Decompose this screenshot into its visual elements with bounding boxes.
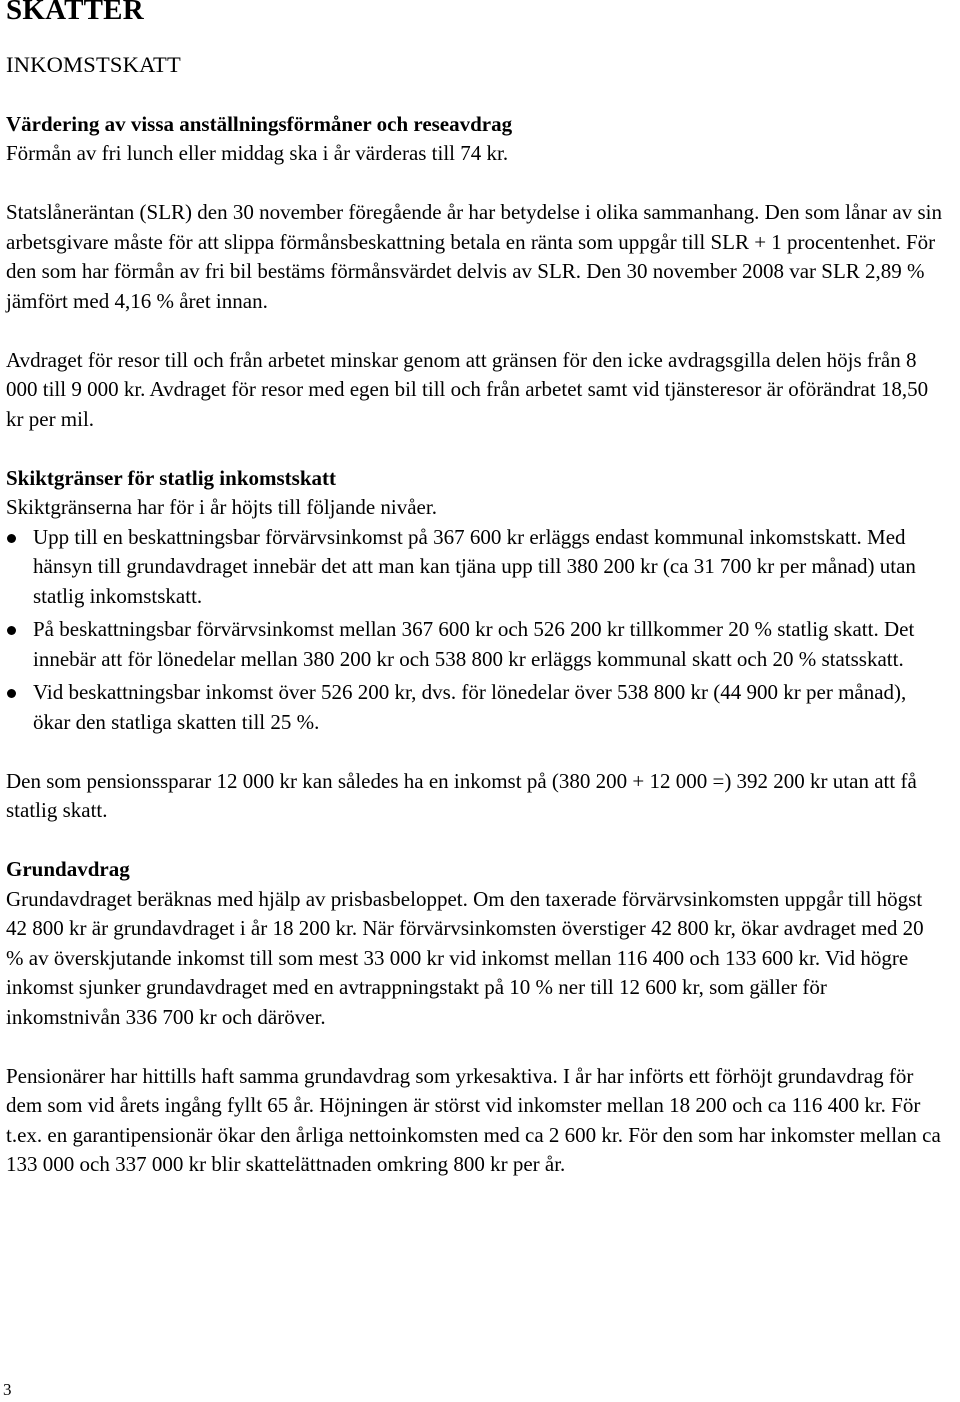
bullet-icon [7, 689, 16, 698]
heading-formaner: Värdering av vissa anställningsförmåner och reseavdrag [6, 111, 513, 136]
paragraph-avdrag-resor: Avdraget för resor till och från arbetet minskar genom att gränsen för den icke avdragsgilla delen höjs från 8 000 till 9 000 kr. Avdraget för resor med egen bil till och från arbetet samt vid tjänsteresor är oförändrat 18,50 kr per mil. [6, 347, 929, 431]
block-skiktgranser [6, 464, 942, 738]
heading-grundavdrag: Grundavdrag [6, 857, 130, 881]
page-content [6, 0, 942, 1180]
bullet-icon [7, 626, 16, 635]
paragraph-skiktgranser-intro: Skiktgränserna har för i år höjts till följande nivåer. [6, 495, 437, 519]
bullet-icon [7, 534, 16, 543]
paragraph-pensionarer: Pensionärer har hittills haft samma grundavdrag som yrkesaktiva. I år har införts ett förhöjt grundavdrag för dem som vid årets ingång fyllt 65 år. Höjningen är störst vid inkomster mellan 18 200 och ca 116 400 kr. För t.ex. en garantipensionär ökar den årliga nettoinkomsten med ca 2 600 kr. För den som har inkomster mellan ca 133 000 och 337 000 kr blir skattelättnaden omkring 800 kr per år. [6, 1063, 941, 1176]
block-formaner [6, 110, 942, 169]
list-item [6, 678, 942, 737]
paragraph-slr: Statslåneräntan (SLR) den 30 november föregående år har betydelse i olika sammanhang. Den som lånar av sin arbetsgivare måste för att slippa förmånsbeskattning betala en ränta som uppgår till SLR + 1 procentenhet. För den som har förmån av fri bil bestäms förmånsvärdet delvis av SLR. Den 30 november 2008 var SLR 2,89 % jämfört med 4,16 % året innan. [6, 200, 942, 313]
list-item-text: Upp till en beskattningsbar förvärvsinkomst på 367 600 kr erläggs endast kommunal inkomstskatt. Med hänsyn till grundavdraget innebär det att man kan tjäna upp till 380 200 kr (ca 31 700 kr per månad) utan statlig inkomstskatt. [33, 524, 916, 608]
paragraph-grundavdrag: Grundavdraget beräknas med hjälp av prisbasbeloppet. Om den taxerade förvärvsinkomsten uppgår till högst 42 800 kr är grundavdraget i år 18 200 kr. När förvärvsinkomsten överstiger 42 800 kr, ökar avdraget med 20 % av överskjutande inkomst till som mest 33 000 kr vid inkomst mellan 116 400 och 133 600 kr. Vid högre inkomst sjunker grundavdraget med en avtrappningstakt på 10 % ner till 12 600 kr, som gäller för inkomstnivån 336 700 kr och däröver. [6, 886, 924, 1029]
skiktgranser-bullet-list [6, 523, 942, 738]
page-title: SKATTER [6, 0, 144, 26]
block-pensionssparare [6, 767, 942, 826]
list-item-text: På beskattningsbar förvärvsinkomst mellan 367 600 kr och 526 200 kr tillkommer 20 % statlig skatt. Det innebär att för lönedelar mellan 380 200 kr och 538 800 kr erläggs kommunal skatt och 20 % statsskatt. [33, 617, 915, 671]
block-slr [6, 198, 942, 316]
page-number: 3 [3, 1380, 12, 1399]
list-item [6, 523, 942, 612]
block-grundavdrag [6, 855, 942, 1032]
list-item-text: Vid beskattningsbar inkomst över 526 200 kr, dvs. för lönedelar över 538 800 kr (44 900 kr per månad), ökar den statliga skatten till 25 %. [33, 680, 907, 734]
paragraph-formaner: Förmån av fri lunch eller middag ska i år värderas till 74 kr. [6, 141, 509, 165]
block-avdrag-resor [6, 346, 942, 435]
list-item [6, 615, 942, 674]
heading-skiktgranser: Skiktgränser för statlig inkomstskatt [6, 465, 337, 490]
block-pensionarer [6, 1062, 942, 1180]
section-title-inkomstskatt: INKOMSTSKATT [6, 52, 181, 77]
paragraph-pensionssparare: Den som pensionssparar 12 000 kr kan således ha en inkomst på (380 200 + 12 000 =) 392 200 kr utan att få statlig skatt. [6, 768, 917, 822]
